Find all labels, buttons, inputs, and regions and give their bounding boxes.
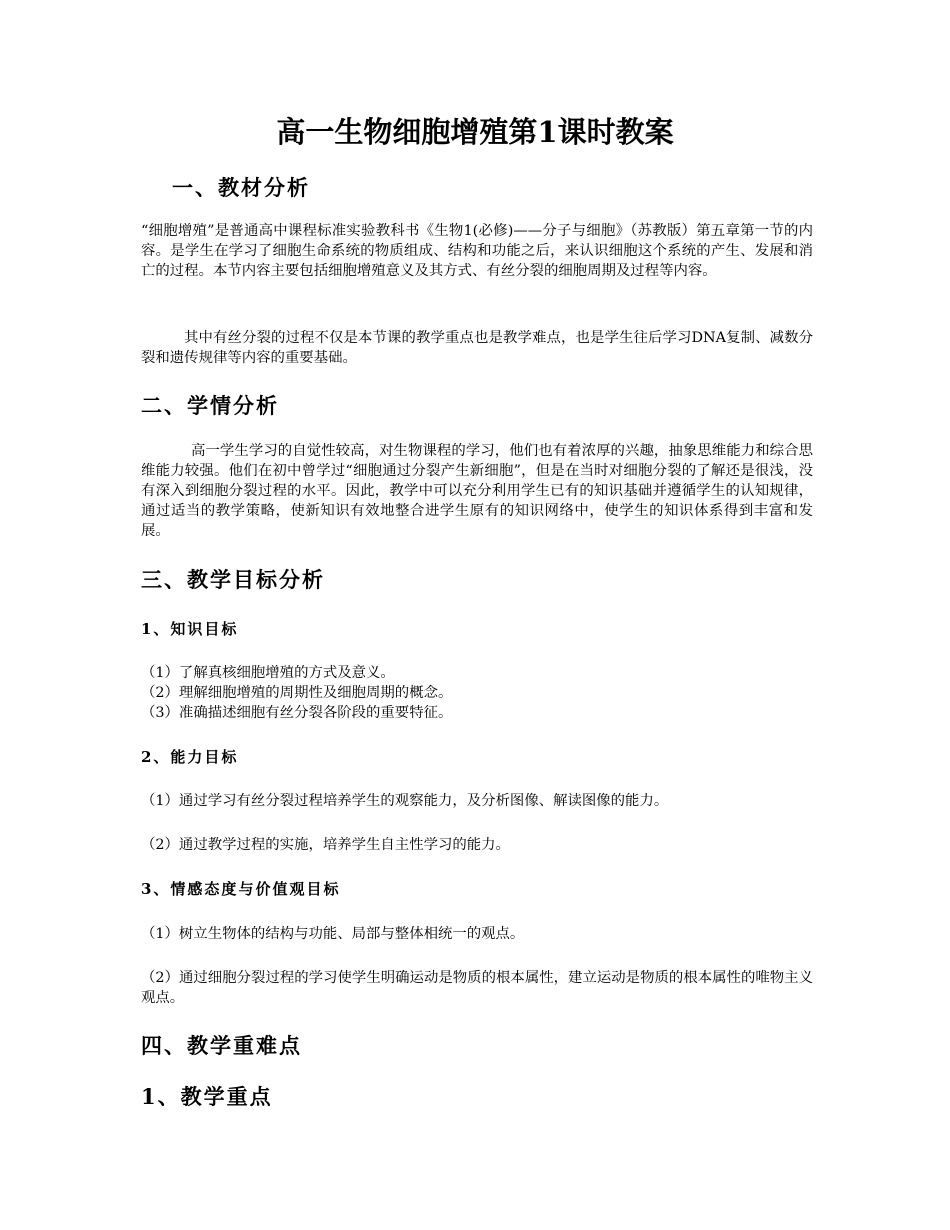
section-heading-textbook-analysis: 一、教材分析 [172, 175, 310, 200]
document-title: 高一生物细胞增殖第1课时教案 [276, 115, 674, 149]
list-item: （1）树立生物体的结构与功能、局部与整体相统一的观点。 [141, 926, 525, 942]
subheading-attitude-objectives: 3、情感态度与价值观目标 [141, 880, 341, 898]
section-heading-student-analysis: 二、学情分析 [141, 393, 279, 418]
list-item: （2）通过细胞分裂过程的学习使学生明确运动是物质的根本属性，建立运动是物质的根本属性的唯物主义观点。 [141, 970, 813, 1006]
section-heading-key-points: 四、教学重难点 [141, 1033, 302, 1058]
paragraph-textbook-analysis-1: “细胞增殖”是普通高中课程标准实验教科书《生物1(必修)——分子与细胞》（苏教版）第五章第一节的内容。是学生在学习了细胞生命系统的物质组成、结构和功能之后，来认识细胞这个系统的产生、发展和消亡的过程。本节内容主要包括细胞增殖意义及其方式、有丝分裂的细胞周期及过程等内容。 [141, 223, 813, 279]
subheading-knowledge-objectives: 1、知识目标 [141, 620, 239, 638]
subheading-ability-objectives: 2、能力目标 [141, 748, 239, 766]
list-item: （2）通过教学过程的实施，培养学生自主性学习的能力。 [141, 837, 510, 853]
list-item: （2）理解细胞增殖的周期性及细胞周期的概念。 [141, 685, 453, 701]
section-heading-objectives: 三、教学目标分析 [141, 567, 325, 592]
paragraph-textbook-analysis-2: 其中有丝分裂的过程不仅是本节课的教学重点也是教学难点，也是学生往后学习DNA复制、减数分裂和遗传规律等内容的重要基础。 [141, 330, 813, 366]
list-item: （1）了解真核细胞增殖的方式及意义。 [141, 665, 395, 681]
list-item: （1）通过学习有丝分裂过程培养学生的观察能力，及分析图像、解读图像的能力。 [141, 793, 669, 809]
subheading-teaching-focus: 1、教学重点 [141, 1084, 273, 1109]
list-item: （3）准确描述细胞有丝分裂各阶段的重要特征。 [141, 705, 453, 721]
paragraph-student-analysis: 高一学生学习的自觉性较高，对生物课程的学习，他们也有着浓厚的兴趣，抽象思维能力和综合思维能力较强。他们在初中曾学过“细胞通过分裂产生新细胞”，但是在当时对细胞分裂的了解还是很浅，没有深入到细胞分裂过程的水平。因此，教学中可以充分利用学生已有的知识基础并遵循学生的认知规律，通过适当的教学策略，使新知识有效地整合进学生原有的知识网络中，使学生的知识体系得到丰富和发展。 [141, 443, 813, 539]
